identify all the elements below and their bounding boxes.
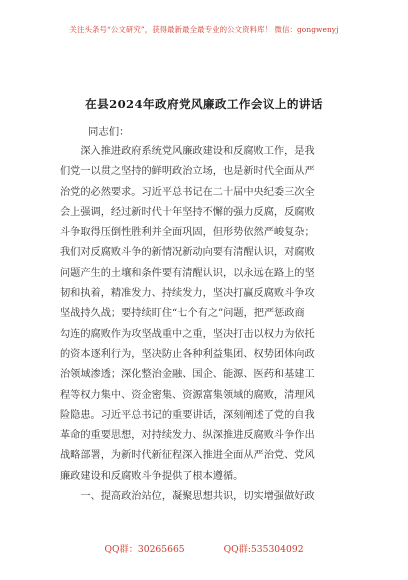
- body-line: 斗争取得压倒性胜利并全面巩固，但形势依然严峻复杂；: [60, 227, 315, 239]
- body-line: 的资本逐利行为，坚决防止各种利益集团、权势团体向政: [60, 348, 315, 360]
- body-line: 治领域渗透；深化整治金融、国企、能源、医药和基建工: [60, 369, 315, 381]
- qq-group-1: QQ群：30265665: [104, 544, 185, 555]
- body-line: 会上强调，经过新时代十年坚持不懈的强力反腐，反腐败: [60, 206, 315, 218]
- body-line: 程等权力集中、资金密集、资源富集领域的腐败，清理风: [60, 389, 315, 401]
- body-line: 勾连的腐败作为攻坚战重中之重，坚决打击以权力为依托: [60, 328, 315, 340]
- body-line: 廉政建设和反腐败斗争提供了根本遵循。: [60, 470, 244, 482]
- body-line: 坚战持久战；要持续盯住“七个有之”问题，把严惩政商: [60, 308, 305, 320]
- promo-banner: 关注头条号“公文研究”，获得最新最全最专业的公文资料库！ 微信：gongwenyj: [69, 25, 339, 34]
- document-body: [60, 142, 360, 507]
- footer-contacts: [0, 541, 408, 555]
- body-line: 们党一以贯之坚持的鲜明政治立场，也是新时代全面从严: [60, 166, 315, 178]
- body-line: 一、提高政治站位，凝聚思想共识，切实增强做好政: [60, 491, 315, 503]
- body-line: 革命的重要思想，对持续发力、纵深推进反腐败斗争作出: [60, 430, 315, 442]
- document-title: 在县2024年政府党风廉政工作会议上的讲话: [85, 97, 323, 111]
- salutation: 同志们：: [88, 126, 130, 138]
- body-line: 深入推进政府系统党风廉政建设和反腐败工作，是我: [60, 146, 315, 157]
- qq-group-2: QQ群:535304092: [223, 544, 304, 555]
- body-line: 战略部署，为新时代新征程深入推进全面从严治党、党风: [60, 450, 315, 462]
- body-line: 韧和执着，精准发力、持续发力，坚决打赢反腐败斗争攻: [60, 288, 315, 300]
- body-line: 我们对反腐败斗争的新情况新动向要有清醒认识，对腐败: [60, 247, 315, 259]
- body-line: 问题产生的土壤和条件要有清醒认识，以永远在路上的坚: [60, 267, 315, 279]
- body-line: 治党的必然要求。习近平总书记在二十届中央纪委三次全: [60, 186, 315, 198]
- body-line: 险隐患。习近平总书记的重要讲话，深刻阐述了党的自我: [60, 409, 315, 421]
